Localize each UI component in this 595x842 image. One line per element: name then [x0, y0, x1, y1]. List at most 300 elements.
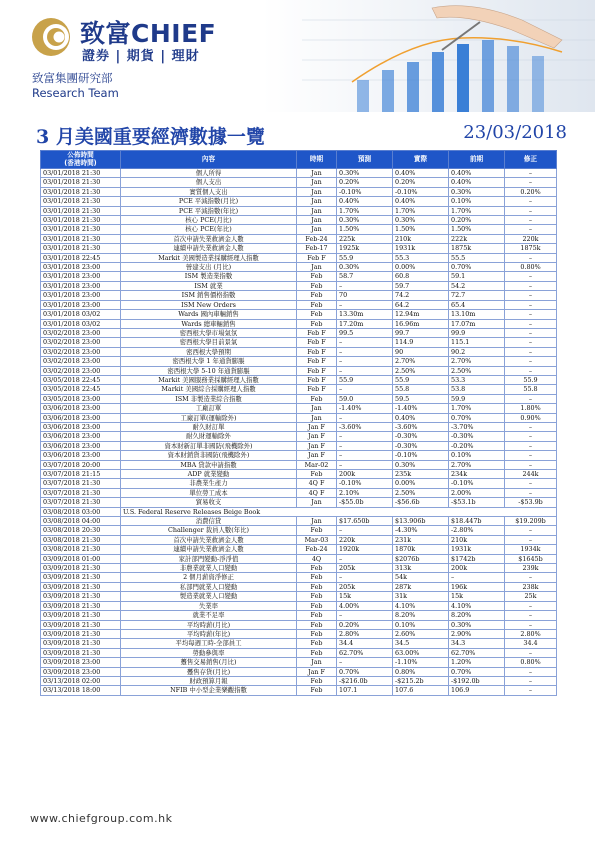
cell-content: 勞動參與率: [121, 648, 297, 657]
cell-period: Feb: [297, 648, 337, 657]
cell-content: 消費信貸: [121, 517, 297, 526]
cell-time: 03/01/2018 21:30: [41, 234, 121, 243]
cell-time: 03/01/2018 21:30: [41, 169, 121, 178]
cell-forecast: 58.7: [337, 272, 393, 281]
cell-previous: 13.10m: [449, 310, 505, 319]
cell-forecast: 107.1: [337, 686, 393, 695]
table-row: [41, 507, 557, 516]
cell-period: Jan: [297, 206, 337, 215]
table-row: [41, 601, 557, 610]
cell-revised: –: [505, 451, 557, 460]
cell-period: Feb: [297, 601, 337, 610]
cell-revised: –: [505, 488, 557, 497]
cell-actual: -4.30%: [393, 526, 449, 535]
table-row: [41, 347, 557, 356]
cell-forecast: -0.10%: [337, 187, 393, 196]
table-row: [41, 535, 557, 544]
cell-revised: –: [505, 676, 557, 685]
cell-period: Feb: [297, 686, 337, 695]
cell-actual: 0.40%: [393, 169, 449, 178]
cell-previous: 106.9: [449, 686, 505, 695]
table-row: [41, 667, 557, 676]
cell-revised: –: [505, 319, 557, 328]
brand-subtitle: 證券 | 期貨 | 理財: [82, 49, 200, 64]
cell-revised: –: [505, 178, 557, 187]
cell-revised: 244k: [505, 470, 557, 479]
cell-period: Jan F: [297, 667, 337, 676]
cell-actual: 0.30%: [393, 460, 449, 469]
cell-content: ISM 銷售價格指數: [121, 291, 297, 300]
cell-previous: 1.70%: [449, 404, 505, 413]
research-dept-en: Research Team: [32, 86, 119, 100]
cell-revised: $19.209b: [505, 517, 557, 526]
cell-content: U.S. Federal Reserve Releases Beige Book: [121, 507, 557, 516]
cell-time: 03/01/2018 23:00: [41, 281, 121, 290]
cell-actual: $13.906b: [393, 517, 449, 526]
cell-time: 03/01/2018 21:30: [41, 206, 121, 215]
cell-actual: 55.3: [393, 253, 449, 262]
table-row: [41, 639, 557, 648]
cell-previous: 34.3: [449, 639, 505, 648]
table-row: [41, 460, 557, 469]
cell-content: NFIB 中小型企業樂觀指數: [121, 686, 297, 695]
table-row: [41, 432, 557, 441]
report-date: 23/03/2018: [463, 122, 567, 143]
cell-period: Jan: [297, 658, 337, 667]
cell-revised: 25k: [505, 592, 557, 601]
cell-previous: 53.8: [449, 385, 505, 394]
cell-forecast: 17.20m: [337, 319, 393, 328]
cell-actual: 99.7: [393, 328, 449, 337]
cell-period: Jan: [297, 216, 337, 225]
brand-name: 致富CHIEF: [80, 19, 217, 48]
cell-forecast: 99.5: [337, 328, 393, 337]
cell-period: Feb: [297, 564, 337, 573]
cell-content: 資本財銷貨非國防(飛機除外): [121, 451, 297, 460]
footer-website: www.chiefgroup.com.hk: [30, 812, 173, 825]
cell-revised: 55.9: [505, 375, 557, 384]
cell-content: 核心 PCE(年比): [121, 225, 297, 234]
cell-time: 03/02/2018 23:00: [41, 347, 121, 356]
cell-revised: $1645b: [505, 554, 557, 563]
cell-period: Feb: [297, 291, 337, 300]
cell-forecast: 220k: [337, 535, 393, 544]
cell-period: Feb: [297, 394, 337, 403]
cell-time: 03/01/2018 21:30: [41, 216, 121, 225]
cell-revised: –: [505, 460, 557, 469]
cell-period: Jan: [297, 498, 337, 507]
cell-period: Feb: [297, 676, 337, 685]
cell-time: 03/09/2018 21:30: [41, 582, 121, 591]
table-row: [41, 366, 557, 375]
cell-revised: 239k: [505, 564, 557, 573]
cell-actual: -0.10%: [393, 187, 449, 196]
cell-content: Wards 國內車輛銷售: [121, 310, 297, 319]
table-row: [41, 498, 557, 507]
cell-previous: 17.07m: [449, 319, 505, 328]
table-row: [41, 554, 557, 563]
cell-previous: 210k: [449, 535, 505, 544]
table-row: [41, 582, 557, 591]
cell-forecast: –: [337, 281, 393, 290]
cell-period: Jan F: [297, 432, 337, 441]
cell-time: 03/06/2018 23:00: [41, 451, 121, 460]
cell-period: Feb: [297, 592, 337, 601]
cell-time: 03/06/2018 23:00: [41, 441, 121, 450]
cell-forecast: 1.50%: [337, 225, 393, 234]
cell-actual: 0.30%: [393, 216, 449, 225]
cell-time: 03/01/2018 22:45: [41, 253, 121, 262]
cell-revised: –: [505, 169, 557, 178]
cell-previous: 0.10%: [449, 451, 505, 460]
table-row: [41, 375, 557, 384]
cell-content: MBA 貸款申請指數: [121, 460, 297, 469]
cell-content: 單位勞工成本: [121, 488, 297, 497]
cell-revised: –: [505, 686, 557, 695]
cell-forecast: –: [337, 658, 393, 667]
cell-forecast: -$55.0b: [337, 498, 393, 507]
cell-period: Feb F: [297, 347, 337, 356]
cell-time: 03/09/2018 21:30: [41, 629, 121, 638]
cell-previous: 54.2: [449, 281, 505, 290]
table-row: [41, 291, 557, 300]
cell-previous: 0.20%: [449, 216, 505, 225]
table-row: [41, 244, 557, 253]
cell-previous: 0.70%: [449, 263, 505, 272]
economic-data-table: [40, 150, 557, 696]
cell-previous: 0.10%: [449, 197, 505, 206]
cell-content: 平均時薪(年比): [121, 629, 297, 638]
cell-forecast: 55.9: [337, 253, 393, 262]
cell-period: Feb F: [297, 253, 337, 262]
cell-period: Jan: [297, 178, 337, 187]
cell-period: Feb F: [297, 357, 337, 366]
cell-revised: -$53.9b: [505, 498, 557, 507]
cell-revised: 55.8: [505, 385, 557, 394]
cell-forecast: 2.80%: [337, 629, 393, 638]
table-row: [41, 648, 557, 657]
cell-revised: –: [505, 611, 557, 620]
cell-previous: 59.9: [449, 394, 505, 403]
table-row: [41, 413, 557, 422]
cell-actual: 55.8: [393, 385, 449, 394]
table-row: [41, 564, 557, 573]
cell-revised: –: [505, 667, 557, 676]
table-row: [41, 169, 557, 178]
cell-forecast: 225k: [337, 234, 393, 243]
cell-previous: -$53.1b: [449, 498, 505, 507]
cell-forecast: 59.0: [337, 394, 393, 403]
cell-content: 密西根大學目前景氣: [121, 338, 297, 347]
table-row: [41, 338, 557, 347]
cell-content: 連續申請失業救濟金人數: [121, 244, 297, 253]
table-row: [41, 620, 557, 629]
cell-actual: 1931k: [393, 244, 449, 253]
cell-actual: 90: [393, 347, 449, 356]
cell-previous: 1.70%: [449, 206, 505, 215]
cell-previous: -$192.0b: [449, 676, 505, 685]
cell-previous: 59.1: [449, 272, 505, 281]
cell-content: Challenger 裁員人數(年比): [121, 526, 297, 535]
cell-content: ISM 非製造業綜合指數: [121, 394, 297, 403]
table-row: [41, 545, 557, 554]
cell-previous: 2.70%: [449, 357, 505, 366]
cell-period: Feb F: [297, 375, 337, 384]
cell-content: 工廠訂單(運輸除外): [121, 413, 297, 422]
cell-content: 密西根大學 5-10 年通貨膨脹: [121, 366, 297, 375]
cell-content: 密西根大學 1 年通貨膨脹: [121, 357, 297, 366]
cell-time: 03/09/2018 23:00: [41, 667, 121, 676]
cell-previous: 0.40%: [449, 178, 505, 187]
cell-content: ISM 製造業指數: [121, 272, 297, 281]
cell-time: 03/07/2018 21:30: [41, 498, 121, 507]
cell-time: 03/08/2018 21:30: [41, 545, 121, 554]
cell-revised: –: [505, 216, 557, 225]
cell-actual: 55.9: [393, 375, 449, 384]
cell-time: 03/09/2018 21:30: [41, 639, 121, 648]
cell-period: 4Q F: [297, 479, 337, 488]
cell-previous: 1.50%: [449, 225, 505, 234]
cell-period: Feb: [297, 272, 337, 281]
cell-forecast: –: [337, 347, 393, 356]
table-row: [41, 178, 557, 187]
table-row: [41, 225, 557, 234]
cell-forecast: –: [337, 451, 393, 460]
cell-revised: –: [505, 441, 557, 450]
cell-time: 03/09/2018 21:30: [41, 620, 121, 629]
cell-period: Feb: [297, 310, 337, 319]
cell-period: 4Q: [297, 554, 337, 563]
cell-actual: 0.10%: [393, 620, 449, 629]
cell-content: 躉售交易銷售(月比): [121, 658, 297, 667]
cell-period: Feb F: [297, 385, 337, 394]
cell-period: Feb: [297, 573, 337, 582]
cell-actual: 0.40%: [393, 413, 449, 422]
table-row: [41, 319, 557, 328]
cell-actual: 107.6: [393, 686, 449, 695]
research-dept-cn: 致富集團研究部: [32, 71, 113, 85]
cell-previous: -3.70%: [449, 422, 505, 431]
cell-period: Feb: [297, 639, 337, 648]
cell-forecast: 0.40%: [337, 197, 393, 206]
table-header-row: [41, 151, 557, 169]
table-row: [41, 517, 557, 526]
cell-forecast: –: [337, 460, 393, 469]
cell-revised: –: [505, 225, 557, 234]
cell-forecast: 1.70%: [337, 206, 393, 215]
cell-time: 03/08/2018 03:00: [41, 507, 121, 516]
cell-period: 4Q F: [297, 488, 337, 497]
cell-content: Markit 美國服務業採購經理人指數: [121, 375, 297, 384]
cell-period: Jan: [297, 263, 337, 272]
table-row: [41, 197, 557, 206]
cell-forecast: 205k: [337, 564, 393, 573]
cell-actual: 2.50%: [393, 366, 449, 375]
cell-forecast: 0.20%: [337, 178, 393, 187]
cell-period: Jan: [297, 404, 337, 413]
cell-time: 03/13/2018 02:00: [41, 676, 121, 685]
cell-revised: 0.20%: [505, 187, 557, 196]
cell-actual: 231k: [393, 535, 449, 544]
table-row: [41, 206, 557, 215]
cell-actual: 8.20%: [393, 611, 449, 620]
cell-actual: 210k: [393, 234, 449, 243]
cell-period: Feb: [297, 582, 337, 591]
cell-time: 03/01/2018 03/02: [41, 310, 121, 319]
cell-period: Jan: [297, 225, 337, 234]
cell-previous: 196k: [449, 582, 505, 591]
cell-time: 03/08/2018 04:00: [41, 517, 121, 526]
cell-content: 首次申請失業救濟金人數: [121, 535, 297, 544]
cell-content: 營建支出 (月比): [121, 263, 297, 272]
cell-content: 貿易收支: [121, 498, 297, 507]
cell-forecast: –: [337, 432, 393, 441]
column-header-forecast: 預測: [337, 151, 393, 169]
table-row: [41, 187, 557, 196]
cell-time: 03/02/2018 23:00: [41, 338, 121, 347]
cell-period: Feb: [297, 526, 337, 535]
cell-actual: 0.00%: [393, 263, 449, 272]
cell-revised: –: [505, 422, 557, 431]
cell-period: Feb F: [297, 338, 337, 347]
cell-forecast: -$216.0b: [337, 676, 393, 685]
cell-forecast: 0.30%: [337, 169, 393, 178]
table-row: [41, 488, 557, 497]
cell-period: Feb: [297, 611, 337, 620]
cell-forecast: 205k: [337, 582, 393, 591]
cell-content: 核心 PCE(月比): [121, 216, 297, 225]
table-row: [41, 676, 557, 685]
cell-revised: 0.80%: [505, 658, 557, 667]
table-row: [41, 216, 557, 225]
cell-previous: 72.7: [449, 291, 505, 300]
cell-time: 03/06/2018 23:00: [41, 432, 121, 441]
table-row: [41, 357, 557, 366]
cell-time: 03/06/2018 23:00: [41, 404, 121, 413]
cell-forecast: -3.60%: [337, 422, 393, 431]
cell-period: Jan F: [297, 422, 337, 431]
cell-forecast: –: [337, 385, 393, 394]
cell-previous: 65.4: [449, 300, 505, 309]
cell-forecast: 0.30%: [337, 216, 393, 225]
cell-previous: 8.20%: [449, 611, 505, 620]
cell-forecast: 34.4: [337, 639, 393, 648]
cell-previous: $18.447b: [449, 517, 505, 526]
cell-revised: –: [505, 366, 557, 375]
cell-forecast: 2.10%: [337, 488, 393, 497]
cell-period: Jan F: [297, 451, 337, 460]
cell-content: 實質個人支出: [121, 187, 297, 196]
cell-revised: –: [505, 291, 557, 300]
table-row: [41, 592, 557, 601]
column-header-time: [41, 151, 121, 169]
cell-period: Feb: [297, 620, 337, 629]
cell-time: 03/09/2018 21:30: [41, 648, 121, 657]
cell-actual: -1.40%: [393, 404, 449, 413]
table-row: [41, 479, 557, 488]
cell-actual: 16.96m: [393, 319, 449, 328]
table-row: [41, 629, 557, 638]
table-row: [41, 328, 557, 337]
table-row: [41, 300, 557, 309]
table-row: [41, 422, 557, 431]
cell-time: 03/01/2018 23:00: [41, 272, 121, 281]
cell-actual: 0.00%: [393, 479, 449, 488]
cell-revised: 1.80%: [505, 404, 557, 413]
cell-time: 03/01/2018 21:30: [41, 178, 121, 187]
cell-period: Feb F: [297, 366, 337, 375]
table-row: [41, 404, 557, 413]
cell-previous: 0.70%: [449, 413, 505, 422]
table-row: [41, 451, 557, 460]
column-header-content: 內容: [121, 151, 297, 169]
cell-time: 03/07/2018 21:30: [41, 479, 121, 488]
column-header-period: 時期: [297, 151, 337, 169]
cell-content: PCE 平減指數(年比): [121, 206, 297, 215]
cell-previous: $1742b: [449, 554, 505, 563]
cell-revised: –: [505, 573, 557, 582]
cell-time: 03/06/2018 23:00: [41, 413, 121, 422]
cell-forecast: $17.650b: [337, 517, 393, 526]
cell-time: 03/01/2018 21:30: [41, 197, 121, 206]
table-row: [41, 573, 557, 582]
cell-revised: –: [505, 310, 557, 319]
cell-forecast: 13.30m: [337, 310, 393, 319]
cell-actual: 1.50%: [393, 225, 449, 234]
cell-revised: –: [505, 253, 557, 262]
cell-forecast: 0.20%: [337, 620, 393, 629]
table-row: [41, 263, 557, 272]
cell-forecast: –: [337, 441, 393, 450]
table-row: [41, 234, 557, 243]
cell-actual: 59.5: [393, 394, 449, 403]
cell-previous: 62.70%: [449, 648, 505, 657]
cell-previous: 90.2: [449, 347, 505, 356]
cell-actual: 287k: [393, 582, 449, 591]
table-row: [41, 441, 557, 450]
cell-period: Feb: [297, 281, 337, 290]
column-header-actual: 實際: [393, 151, 449, 169]
cell-revised: –: [505, 300, 557, 309]
cell-forecast: 1920k: [337, 545, 393, 554]
cell-forecast: –: [337, 573, 393, 582]
cell-time: 03/09/2018 21:30: [41, 601, 121, 610]
cell-revised: 34.4: [505, 639, 557, 648]
cell-time: 03/02/2018 23:00: [41, 328, 121, 337]
cell-time: 03/01/2018 23:00: [41, 263, 121, 272]
column-header-time-text: 公佈時間 (香港時間): [64, 151, 97, 167]
cell-forecast: 62.70%: [337, 648, 393, 657]
table-row: [41, 385, 557, 394]
cell-content: 耐久財運輸除外: [121, 432, 297, 441]
table-row: [41, 611, 557, 620]
cell-actual: 235k: [393, 470, 449, 479]
cell-previous: 234k: [449, 470, 505, 479]
cell-forecast: 200k: [337, 470, 393, 479]
cell-period: Mar-02: [297, 460, 337, 469]
cell-previous: 1875k: [449, 244, 505, 253]
cell-actual: 34.5: [393, 639, 449, 648]
cell-actual: -1.10%: [393, 658, 449, 667]
cell-content: 密西根大學市場氣氛: [121, 328, 297, 337]
cell-revised: 1875k: [505, 244, 557, 253]
cell-actual: 0.20%: [393, 178, 449, 187]
cell-actual: 60.8: [393, 272, 449, 281]
cell-revised: –: [505, 526, 557, 535]
cell-revised: –: [505, 338, 557, 347]
header-chart-illustration-icon: [262, 0, 595, 112]
cell-period: Jan: [297, 413, 337, 422]
